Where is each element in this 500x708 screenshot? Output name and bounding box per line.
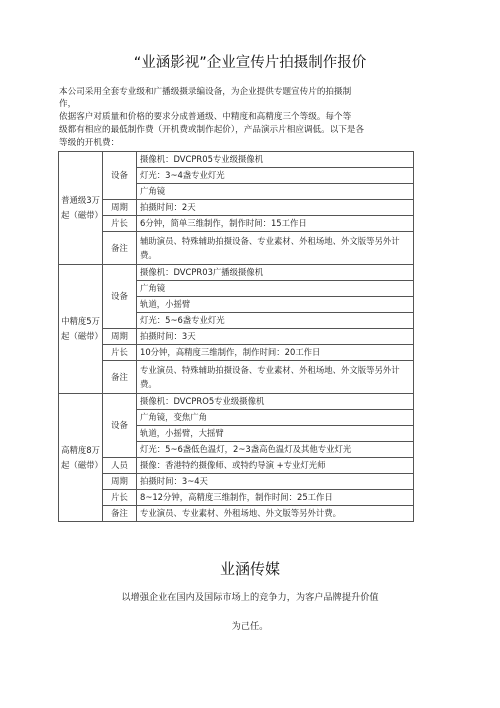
closing-line-2: 为己任。 — [231, 621, 269, 632]
price-table — [58, 151, 414, 522]
length-label: 片长 — [103, 345, 137, 361]
notes-value: 辅助演员、特殊辅助拍摄设备、专业素材、外租场地、外文版等另外计费。 — [137, 232, 414, 265]
length-value: 6分钟，简单三维制作，制作时间：15工作日 — [137, 216, 414, 232]
intro-line-5: 等级的开机费： — [59, 138, 120, 148]
period-value: 拍摄时间：3~4天 — [137, 474, 414, 490]
notes-label: 备注 — [103, 232, 137, 265]
tier-grade: 普通级3万起（磁带） — [59, 152, 103, 265]
equipment-label: 设备 — [103, 265, 137, 329]
period-label: 周期 — [103, 329, 137, 345]
intro-line-1: 本公司采用全套专业级和广播级摄录编设备，为企业提供专题宣传片的拍摄制 — [59, 87, 352, 97]
equipment-item: 摄像机：DVCPR05专业级摄像机 — [137, 152, 414, 168]
equipment-item: 广角镜，变焦广角 — [137, 410, 414, 426]
equipment-item: 灯光：5~6盏专业灯光 — [137, 313, 414, 329]
period-value: 拍摄时间：2天 — [137, 200, 414, 216]
tier-grade: 中精度5万起（磁带） — [59, 265, 103, 394]
equipment-label: 设备 — [103, 394, 137, 458]
length-value: 8~12分钟，高精度三维制作，制作时间：25工作日 — [137, 490, 414, 506]
notes-value: 专业演员、特殊辅助拍摄设备、专业素材、外租场地、外文版等另外计费。 — [137, 361, 414, 394]
equipment-item: 灯光：5~6盏低色温灯，2~3盏高色温灯及其他专业灯光 — [137, 442, 414, 458]
closing-line-1: 以增强企业在国内及国际市场上的竞争力，为客户品牌提升价值 — [121, 592, 379, 603]
equipment-item: 轨道，小摇臂 — [137, 297, 414, 313]
equipment-item: 灯光：3~4盏专业灯光 — [137, 168, 414, 184]
equipment-item: 广角镜 — [137, 184, 414, 200]
notes-label: 备注 — [103, 361, 137, 394]
equipment-item: 轨道，小摇臂，大摇臂 — [137, 426, 414, 442]
period-value: 拍摄时间：3天 — [137, 329, 414, 345]
length-label: 片长 — [103, 490, 137, 506]
intro-line-4: 级都有相应的最低制作费（开机费或制作起价），产品演示片相应调低。以下是各 — [59, 125, 365, 135]
period-label: 周期 — [103, 200, 137, 216]
equipment-item: 摄像机：DVCPR03广播级摄像机 — [137, 265, 414, 281]
length-value: 10分钟，高精度三维制作，制作时间：20工作日 — [137, 345, 414, 361]
intro-line-3: 依据客户对质量和价格的要求分成普通级、中精度和高精度三个等级。每个等 — [59, 112, 352, 122]
staff-value: 摄像：香港特约摄像师、或特约导演 +专业灯光师 — [137, 458, 414, 474]
equipment-item: 广角镜 — [137, 281, 414, 297]
length-label: 片长 — [103, 216, 137, 232]
equipment-label: 设备 — [103, 152, 137, 200]
equipment-item: 摄像机：DVCPRO5专业级摄像机 — [137, 394, 414, 410]
tier-grade: 高精度8万起（磁带） — [59, 394, 103, 522]
notes-value: 专业演员、专业素材、外租场地、外文版等另外计费。 — [137, 506, 414, 522]
document-title: “业涵影视”企业宣传片拍摄制作报价 — [133, 55, 367, 71]
intro-line-2: 作， — [59, 99, 77, 109]
staff-label: 人员 — [103, 458, 137, 474]
brand-heading: 业涵传媒 — [219, 560, 280, 578]
period-label: 周期 — [103, 474, 137, 490]
notes-label: 备注 — [103, 506, 137, 522]
